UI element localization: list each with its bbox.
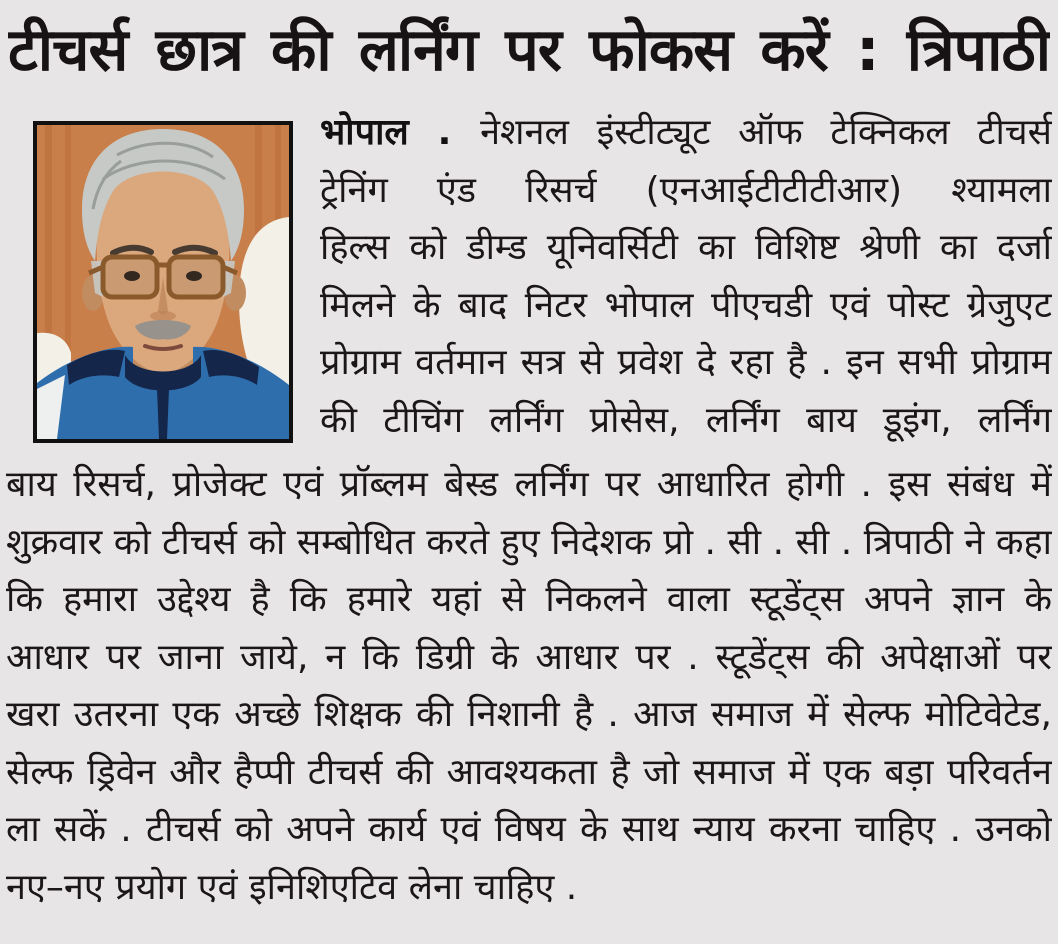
- body-line-text: नेशनल इंस्टीट्यूट ऑफ टेक्निकल टीचर्स: [480, 112, 1052, 153]
- body-line: बाय रिसर्च, प्रोजेक्ट एवं प्रॉब्लम बेस्ड लर्निंग पर आधारित होगी . इस संबंध में: [6, 464, 1052, 505]
- portrait-photo: [33, 121, 293, 443]
- body-line: आधार पर जाना जाये, न कि डिग्री के आधार पर . स्टूडेंट्स की अपेक्षाओं पर: [6, 636, 1052, 678]
- body-line: हिल्स को डीम्ड यूनिवर्सिटी का विशिष्ट श्रेणी का दर्जा: [320, 227, 1052, 268]
- article-body-full-width: [6, 456, 1052, 916]
- body-line: मिलने के बाद निटर भोपाल पीएचडी एवं पोस्ट ग्रेजुएट: [320, 284, 1052, 326]
- body-line: ट्रेनिंग एंड रिसर्च (एनआईटीटीटीआर) श्यामला: [320, 169, 1052, 211]
- body-line: नए–नए प्रयोग एवं इनिशिएटिव लेना चाहिए .: [6, 866, 578, 908]
- wood-streak: [255, 125, 262, 235]
- portrait-illustration: [37, 125, 289, 439]
- body-line: शुक्रवार को टीचर्स को सम्बोधित करते हुए निदेशक प्रो . सी . सी . त्रिपाठी ने कहा: [6, 521, 1052, 563]
- body-line: खरा उतरना एक अच्छे शिक्षक की निशानी है . आज समाज में सेल्फ मोटिवेटेड,: [6, 694, 1052, 735]
- body-line: ला सकें . टीचर्स को अपने कार्य एवं विषय के साथ न्याय करना चाहिए . उनको: [6, 809, 1052, 850]
- body-line: [320, 104, 1052, 162]
- body-line: की टीचिंग लर्निंग प्रोसेस, लर्निंग बाय डूइंग, लर्निंग: [320, 399, 1052, 441]
- dateline: भोपाल .: [320, 112, 481, 153]
- article-headline: टीचर्स छात्र की लर्निंग पर फोकस करें : त्रिपाठी: [8, 15, 1050, 84]
- nose-shadow: [150, 311, 176, 321]
- wood-streak: [275, 125, 281, 235]
- jacket-placket: [157, 389, 169, 439]
- body-line: प्रोग्राम वर्तमान सत्र से प्रवेश दे रहा है . इन सभी प्रोग्राम: [320, 342, 1052, 383]
- body-line: सेल्फ ड्रिवेन और हैप्पी टीचर्स की आवश्यकता है जो समाज में एक बड़ा परिवर्तन: [6, 751, 1052, 793]
- article-body-beside-photo: [320, 104, 1052, 449]
- body-line: कि हमारा उद्देश्य है कि हमारे यहां से निकलने वाला स्टूडेंट्स अपने ज्ञान के: [6, 579, 1052, 620]
